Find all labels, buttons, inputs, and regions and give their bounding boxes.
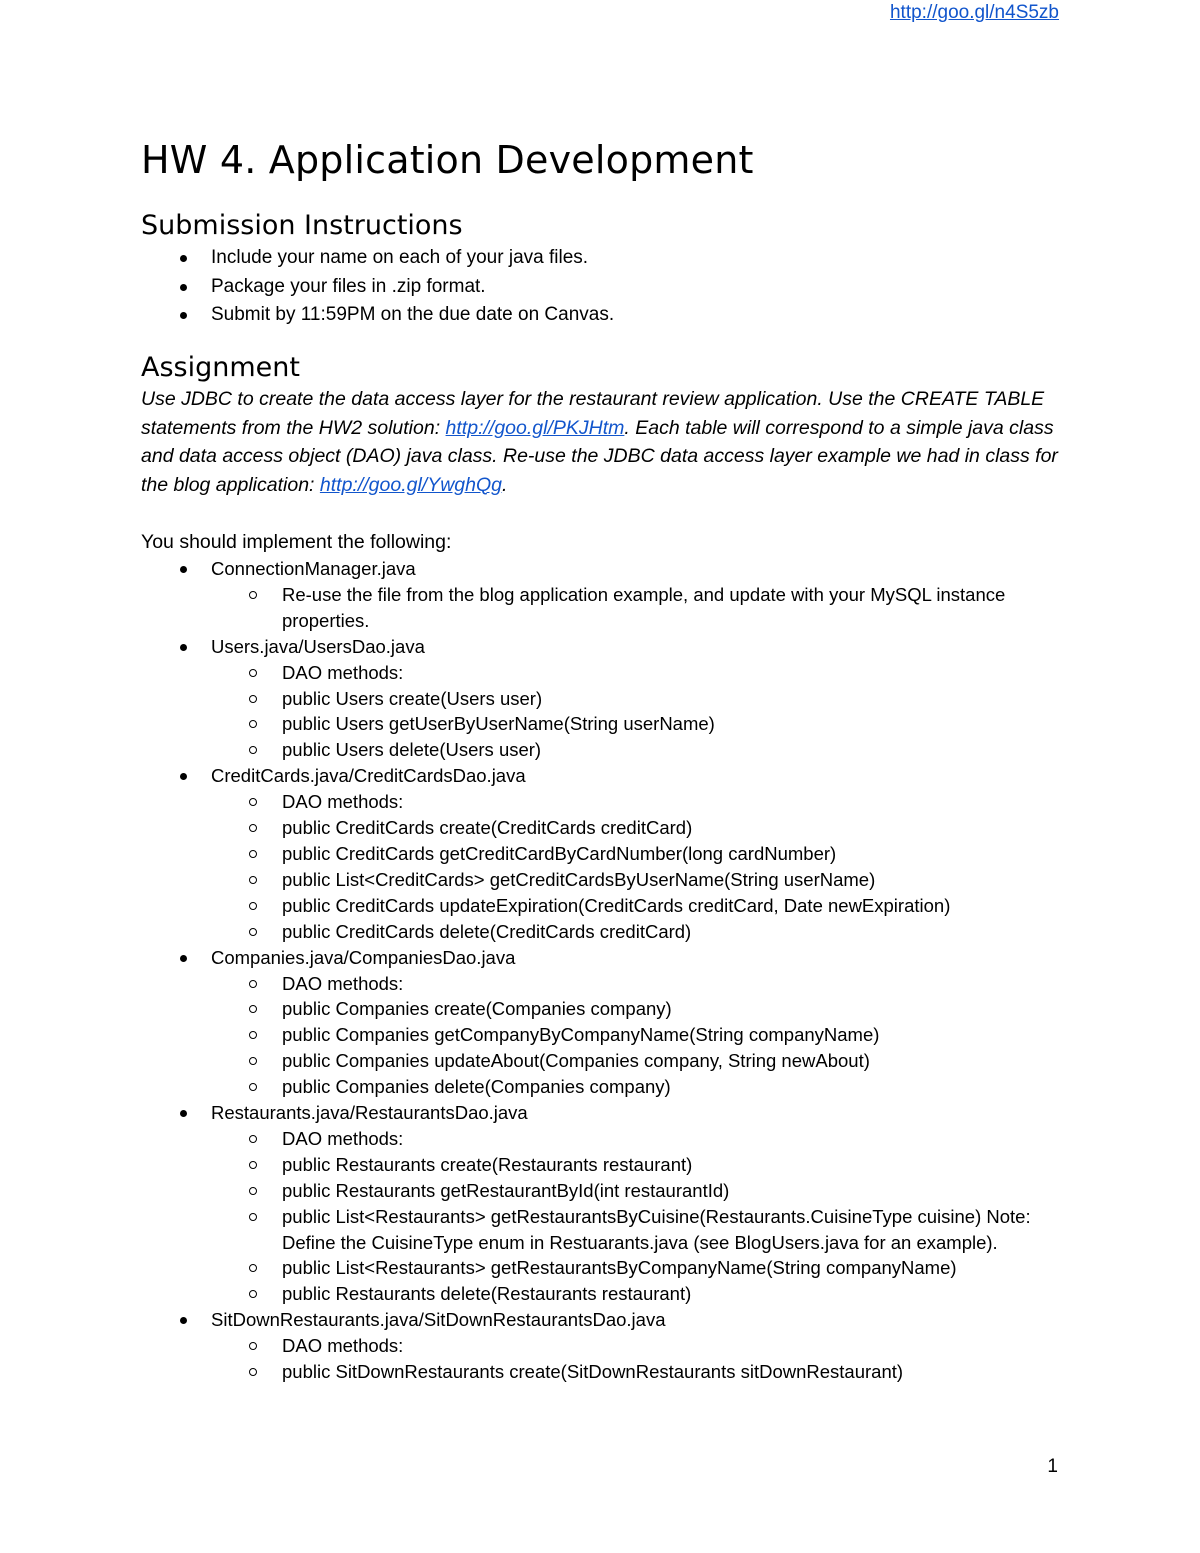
sub-list-item: public Companies delete(Companies company): [211, 1074, 1071, 1100]
sub-list-item: public Users getUserByUserName(String userName): [211, 711, 1071, 737]
sub-list: [211, 789, 1071, 944]
sub-list-item: public CreditCards create(CreditCards creditCard): [211, 815, 1071, 841]
sub-list: [211, 1126, 1071, 1307]
hw2-solution-link[interactable]: http://goo.gl/PKJHtm: [445, 416, 625, 439]
implementation-item: [141, 763, 1071, 944]
assignment-text-3: .: [502, 473, 508, 496]
implementation-item: [141, 556, 1071, 634]
implementation-item: [141, 1307, 1071, 1385]
implementation-item: [141, 1100, 1071, 1307]
sub-list-item: public List<Restaurants> getRestaurantsByCompanyName(String companyName): [211, 1255, 1071, 1281]
submission-item: Submit by 11:59PM on the due date on Canvas.: [141, 301, 1071, 330]
sub-list-item: public Restaurants delete(Restaurants restaurant): [211, 1281, 1071, 1307]
implementation-item: [141, 945, 1071, 1100]
sub-list-item: public CreditCards getCreditCardByCardNumber(long cardNumber): [211, 841, 1071, 867]
sub-list-item: DAO methods:: [211, 660, 1071, 686]
page-number: 1: [1047, 1456, 1058, 1477]
header-link[interactable]: http://goo.gl/n4S5zb: [889, 2, 1059, 23]
sub-list-item: public Restaurants create(Restaurants restaurant): [211, 1152, 1071, 1178]
sub-list: [211, 971, 1071, 1101]
implementation-item-label: Users.java/UsersDao.java: [211, 635, 425, 657]
assignment-heading: Assignment: [141, 352, 300, 383]
sub-list-item: public Restaurants getRestaurantById(int restaurantId): [211, 1178, 1071, 1204]
implementation-item: [141, 634, 1071, 764]
submission-heading: Submission Instructions: [141, 210, 463, 241]
page-title: HW 4. Application Development: [141, 138, 754, 182]
sub-list-item: public CreditCards updateExpiration(CreditCards creditCard, Date newExpiration): [211, 893, 1071, 919]
implementation-list: [141, 556, 1071, 1385]
sub-list-item: Re-use the file from the blog application example, and update with your MySQL instance properties.: [211, 582, 1071, 634]
implementation-item-label: Restaurants.java/RestaurantsDao.java: [211, 1102, 528, 1124]
sub-list-item: public List<CreditCards> getCreditCardsByUserName(String userName): [211, 867, 1071, 893]
submission-item: Package your files in .zip format.: [141, 273, 1071, 302]
sub-list-item: DAO methods:: [211, 1333, 1071, 1359]
sub-list-item: DAO methods:: [211, 789, 1071, 815]
blog-example-link[interactable]: http://goo.gl/YwghQg: [319, 473, 503, 496]
sub-list: [211, 660, 1071, 764]
sub-list-item: public Users delete(Users user): [211, 737, 1071, 763]
sub-list-item: public SitDownRestaurants create(SitDownRestaurants sitDownRestaurant): [211, 1359, 1071, 1385]
assignment-text-2: . Each table will correspond to a simple java class and data access object (DAO) java class. Re-use the JDBC data access layer example we had in class for the blog application:: [141, 416, 1058, 496]
sub-list-item: public Companies getCompanyByCompanyName(String companyName): [211, 1022, 1071, 1048]
assignment-text-1: Use JDBC to create the data access layer for the restaurant review application. Use the CREATE TABLE statements from the HW2 solution:: [141, 388, 1045, 439]
sub-list-item: public CreditCards delete(CreditCards creditCard): [211, 919, 1071, 945]
sub-list-item: public List<Restaurants> getRestaurantsByCuisine(Restaurants.CuisineType cuisine) Note: Define the CuisineType enum in Restuarants.java (see BlogUsers.java for an example).: [211, 1204, 1071, 1256]
sub-list: [211, 1333, 1071, 1385]
assignment-paragraph: [141, 385, 1071, 499]
implementation-item-label: SitDownRestaurants.java/SitDownRestaurantsDao.java: [211, 1309, 666, 1331]
submission-item: Include your name on each of your java files.: [141, 244, 1071, 273]
implement-intro: You should implement the following:: [141, 531, 452, 553]
submission-list: [141, 244, 1071, 330]
sub-list-item: public Companies updateAbout(Companies company, String newAbout): [211, 1048, 1071, 1074]
implementation-item-label: ConnectionManager.java: [211, 558, 416, 579]
implementation-item-label: Companies.java/CompaniesDao.java: [211, 946, 516, 968]
sub-list-item: DAO methods:: [211, 971, 1071, 997]
implementation-item-label: CreditCards.java/CreditCardsDao.java: [211, 765, 526, 787]
sub-list: [211, 582, 1071, 634]
sub-list-item: DAO methods:: [211, 1126, 1071, 1152]
sub-list-item: public Companies create(Companies company): [211, 996, 1071, 1022]
sub-list-item: public Users create(Users user): [211, 686, 1071, 712]
